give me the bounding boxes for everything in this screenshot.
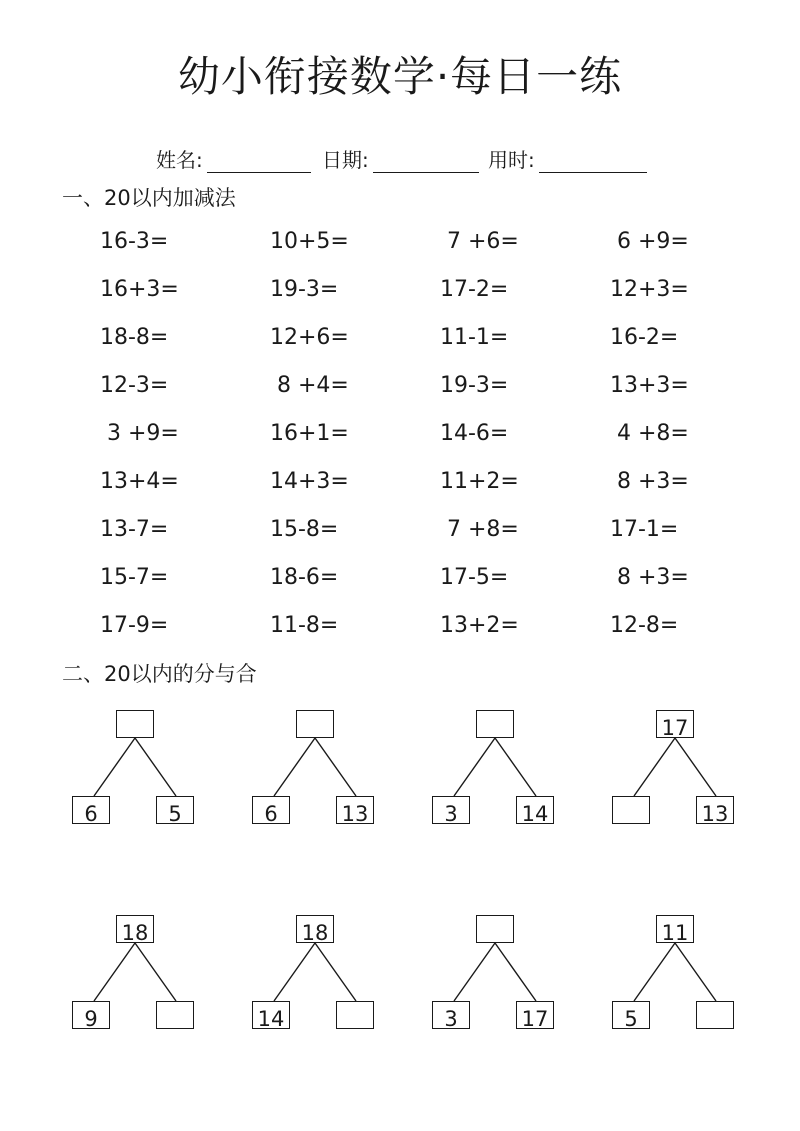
number-bond [432, 915, 562, 1035]
date-label: 日期: [322, 148, 369, 172]
math-problem: 6 +9= [610, 229, 689, 254]
bond-box-top: 17 [656, 710, 694, 738]
number-bond [252, 710, 382, 830]
number-bond [612, 710, 742, 830]
math-problem: 16+1= [270, 421, 349, 446]
math-problem: 12+3= [610, 277, 689, 302]
bond-box-right: 14 [516, 796, 554, 824]
math-problem: 13+3= [610, 373, 689, 398]
number-bond [72, 710, 202, 830]
bond-box-right[interactable] [336, 1001, 374, 1029]
math-problem: 19-3= [270, 277, 339, 302]
math-problem: 11-1= [440, 325, 509, 350]
bond-line-left [634, 738, 675, 796]
math-problem: 13+4= [100, 469, 179, 494]
math-problem: 15-8= [270, 517, 339, 542]
math-problem: 16+3= [100, 277, 179, 302]
bond-line-right [135, 738, 176, 796]
name-blank[interactable] [207, 150, 311, 173]
math-problem: 7 +8= [440, 517, 519, 542]
math-problem: 14-6= [440, 421, 509, 446]
bond-line-right [675, 943, 716, 1001]
bond-box-right: 5 [156, 796, 194, 824]
bond-box-top[interactable] [476, 710, 514, 738]
bond-box-top[interactable] [116, 710, 154, 738]
bond-line-left [634, 943, 675, 1001]
math-problem: 16-3= [100, 229, 169, 254]
bond-box-left: 5 [612, 1001, 650, 1029]
math-problem: 12-8= [610, 613, 679, 638]
math-problem: 19-3= [440, 373, 509, 398]
number-bond [252, 915, 382, 1035]
student-info-row [0, 144, 800, 172]
math-problem: 18-8= [100, 325, 169, 350]
math-problem: 13-7= [100, 517, 169, 542]
section2-heading: 二、20以内的分与合 [62, 662, 257, 686]
bond-box-top: 18 [296, 915, 334, 943]
bond-box-left: 6 [252, 796, 290, 824]
page-title: 幼小衔接数学·每日一练 [177, 52, 623, 101]
math-problem: 8 +4= [270, 373, 349, 398]
bond-box-top: 18 [116, 915, 154, 943]
bond-box-right: 13 [336, 796, 374, 824]
bond-line-right [315, 943, 356, 1001]
time-label: 用时: [488, 148, 535, 172]
arithmetic-problems-grid [78, 228, 758, 660]
bond-line-left [274, 738, 315, 796]
time-blank[interactable] [539, 150, 647, 173]
math-problem: 18-6= [270, 565, 339, 590]
bond-box-left: 3 [432, 796, 470, 824]
bond-box-top[interactable] [476, 915, 514, 943]
bond-line-left [94, 738, 135, 796]
math-problem: 15-7= [100, 565, 169, 590]
math-problem: 11+2= [440, 469, 519, 494]
math-problem: 11-8= [270, 613, 339, 638]
number-bond [612, 915, 742, 1035]
bond-box-left: 6 [72, 796, 110, 824]
math-problem: 12+6= [270, 325, 349, 350]
math-problem: 7 +6= [440, 229, 519, 254]
bond-box-top: 11 [656, 915, 694, 943]
math-problem: 4 +8= [610, 421, 689, 446]
bond-box-left: 14 [252, 1001, 290, 1029]
bond-box-right: 17 [516, 1001, 554, 1029]
date-blank[interactable] [373, 150, 479, 173]
math-problem: 14+3= [270, 469, 349, 494]
bond-box-right: 13 [696, 796, 734, 824]
math-problem: 13+2= [440, 613, 519, 638]
name-field[interactable] [156, 144, 311, 173]
math-problem: 17-5= [440, 565, 509, 590]
math-problem: 8 +3= [610, 469, 689, 494]
time-field[interactable] [488, 144, 647, 173]
name-label: 姓名: [156, 148, 203, 172]
bond-line-right [495, 738, 536, 796]
math-problem: 17-2= [440, 277, 509, 302]
bond-line-right [315, 738, 356, 796]
number-bond [72, 915, 202, 1035]
bond-line-right [135, 943, 176, 1001]
bond-box-right[interactable] [156, 1001, 194, 1029]
bond-box-top[interactable] [296, 710, 334, 738]
bond-line-left [274, 943, 315, 1001]
bond-line-left [454, 943, 495, 1001]
bond-line-right [495, 943, 536, 1001]
bond-box-right[interactable] [696, 1001, 734, 1029]
bond-box-left[interactable] [612, 796, 650, 824]
bond-line-left [94, 943, 135, 1001]
math-problem: 10+5= [270, 229, 349, 254]
math-problem: 16-2= [610, 325, 679, 350]
bond-box-left: 3 [432, 1001, 470, 1029]
bond-line-right [675, 738, 716, 796]
section1-heading: 一、20以内加减法 [62, 186, 236, 210]
number-bond [432, 710, 562, 830]
math-problem: 3 +9= [100, 421, 179, 446]
math-problem: 12-3= [100, 373, 169, 398]
math-problem: 17-9= [100, 613, 169, 638]
math-problem: 17-1= [610, 517, 679, 542]
bond-box-left: 9 [72, 1001, 110, 1029]
date-field[interactable] [322, 144, 479, 173]
bond-line-left [454, 738, 495, 796]
math-problem: 8 +3= [610, 565, 689, 590]
